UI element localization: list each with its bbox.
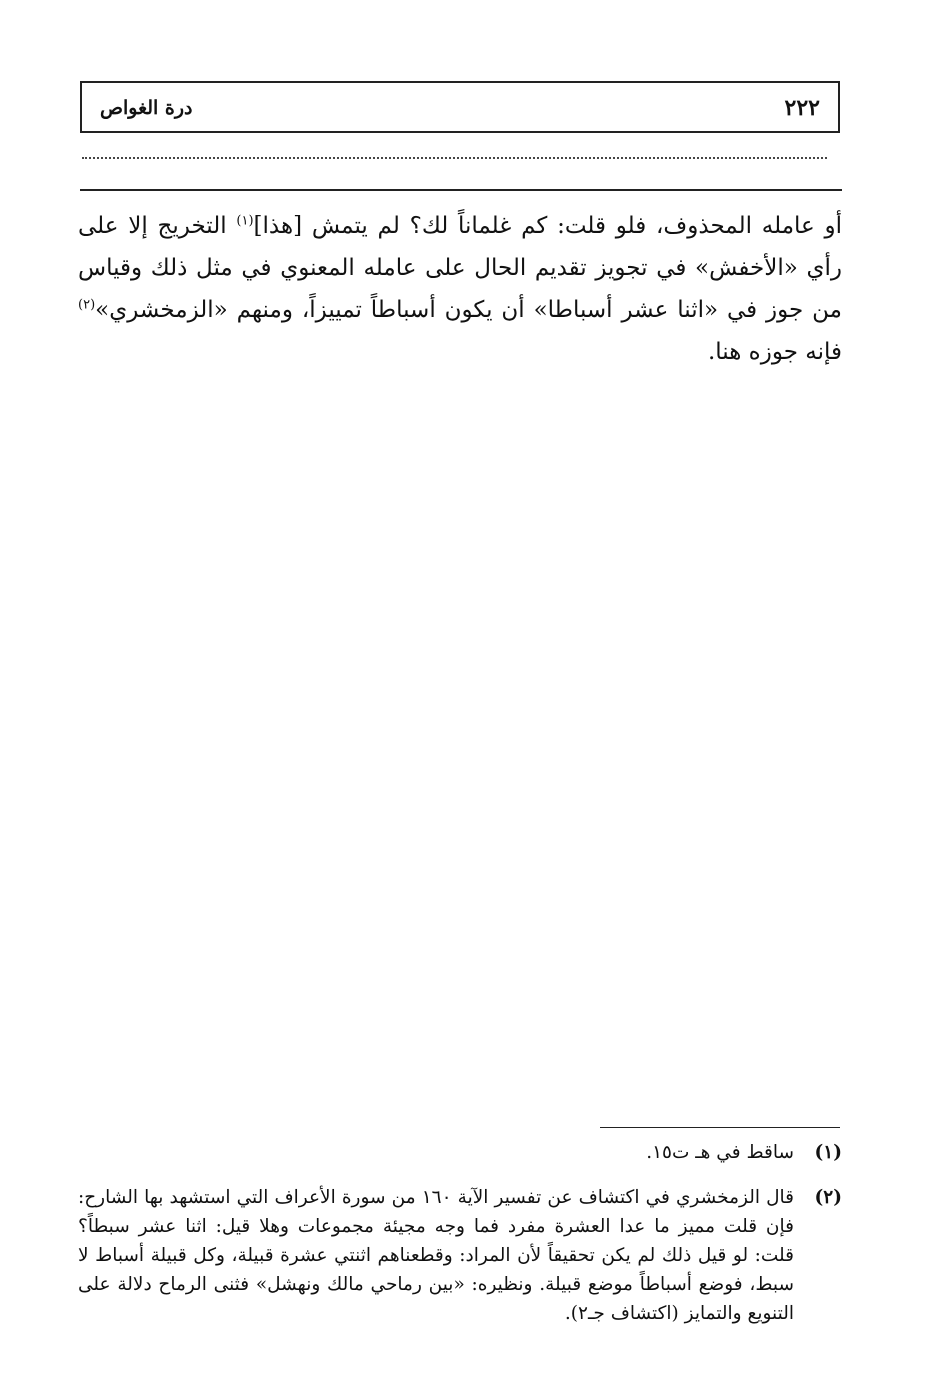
footnote-divider [600, 1127, 840, 1128]
footnote-2 [78, 1183, 842, 1328]
page-header [80, 81, 840, 133]
running-title: درة الغواص [100, 97, 193, 119]
footnote-number: (١) [814, 1142, 842, 1163]
footnote-ref-1: (١) [236, 213, 254, 229]
footnote-number: (٢) [814, 1187, 842, 1208]
main-paragraph [78, 205, 842, 373]
page-number: ٢٢٢ [784, 95, 820, 121]
footnotes [78, 1138, 842, 1344]
paragraph-part-2: التخريج إلا على رأي «الأخفش» في تجويز تقديم الحال على عامله المعنوي في مثل ذلك وقياس من جوز في «اثنا عشر أسباطا» أن يكون أسباطاً تمييزاً، ومنهم «الزمخشري» [78, 213, 842, 323]
top-divider [80, 189, 842, 191]
dotted-divider [82, 157, 827, 159]
paragraph-part-3: فإنه جوزه هنا. [707, 339, 842, 365]
footnote-1 [78, 1138, 842, 1167]
footnote-text: ساقط في هـ ت١٥. [646, 1142, 794, 1163]
main-text [78, 205, 842, 373]
paragraph-part-1: أو عامله المحذوف، فلو قلت: كم غلماناً لك؟ لم يتمش [هذا] [253, 213, 842, 239]
footnote-text: قال الزمخشري في اكتشاف عن تفسير الآية ١٦٠ من سورة الأعراف التي استشهد بها الشارح: فإن قلت مميز ما عدا العشرة مفرد فما وجه مجيئة مجموعات وهلا قيل: اثنا عشر سبطاً؟ قلت: لو قيل ذلك لم يكن تحقيقاً لأن المراد: وقطعناهم اثنتي عشرة قبيلة، وكل قبيلة أسباط لا سبط، فوضع أسباطاً موضع قبيلة. ونظيره: «بين رماحي مالك ونهشل» فثنى الرماح دلالة على التنويع والتمايز (اكتشاف جـ٢). [78, 1187, 794, 1324]
footnote-ref-2: (٢) [78, 297, 96, 313]
